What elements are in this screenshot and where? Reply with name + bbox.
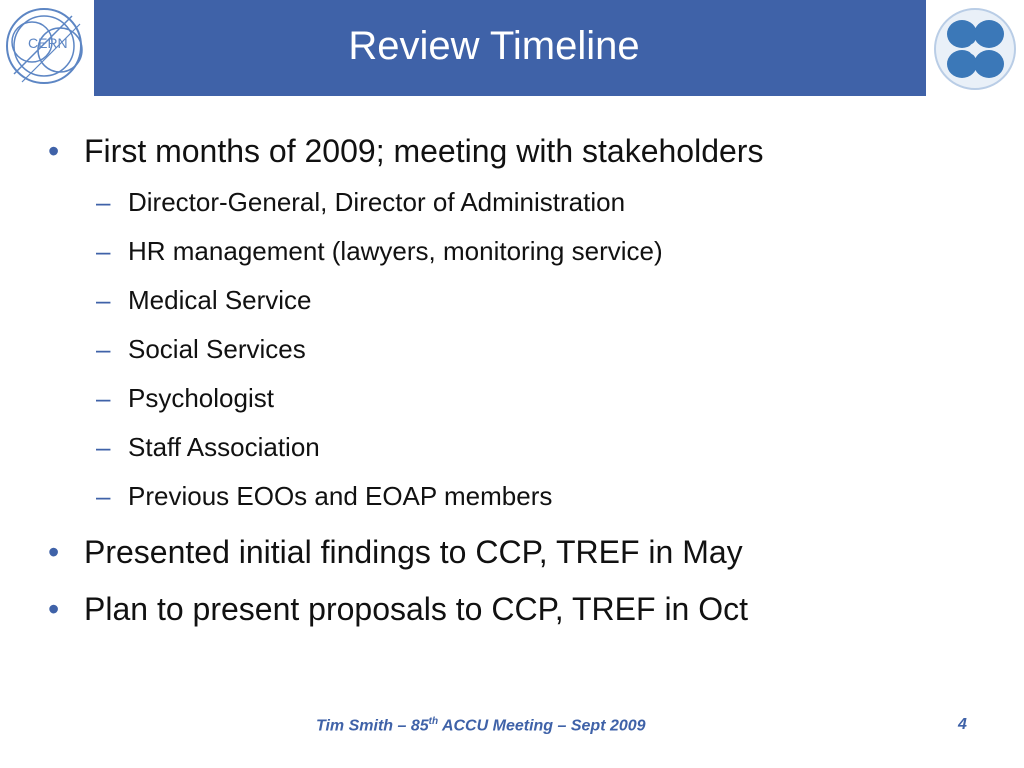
bullet-marker: •: [48, 534, 60, 570]
slide-title: Review Timeline: [348, 23, 640, 68]
bullet-marker: •: [48, 133, 60, 169]
sub-bullet-text: Social Services: [128, 334, 306, 364]
sub-bullet-text: Medical Service: [128, 285, 312, 315]
slide-footer: [0, 716, 1024, 740]
page-number: 4: [958, 716, 967, 733]
dash-marker: –: [96, 187, 111, 217]
dash-marker: –: [96, 285, 111, 315]
dash-marker: –: [96, 236, 111, 266]
footer-author: Tim Smith – 85: [316, 717, 429, 735]
sub-bullet-text: HR management (lawyers, monitoring service): [128, 236, 663, 266]
footer-ordinal-suffix: th: [428, 716, 439, 727]
footer-caption: [316, 716, 646, 735]
sub-bullet-text: Staff Association: [128, 432, 320, 462]
sub-bullet-text: Previous EOOs and EOAP members: [128, 481, 553, 511]
bullet-text: Presented initial findings to CCP, TREF in May: [84, 534, 743, 570]
bullet-text: Plan to present proposals to CCP, TREF in Oct: [84, 591, 749, 627]
footer-meeting: ACCU Meeting – Sept 2009: [438, 717, 646, 735]
sub-bullet-text: Psychologist: [128, 383, 274, 413]
sub-bullet-text: Director-General, Director of Administration: [128, 187, 626, 217]
bullet-text: First months of 2009; meeting with stakeholders: [84, 133, 764, 169]
dash-marker: –: [96, 432, 111, 462]
cern-logo-text: CERN: [28, 35, 68, 51]
dash-marker: –: [96, 334, 111, 364]
dash-marker: –: [96, 383, 111, 413]
dash-marker: –: [96, 481, 111, 511]
bullet-marker: •: [48, 591, 60, 627]
